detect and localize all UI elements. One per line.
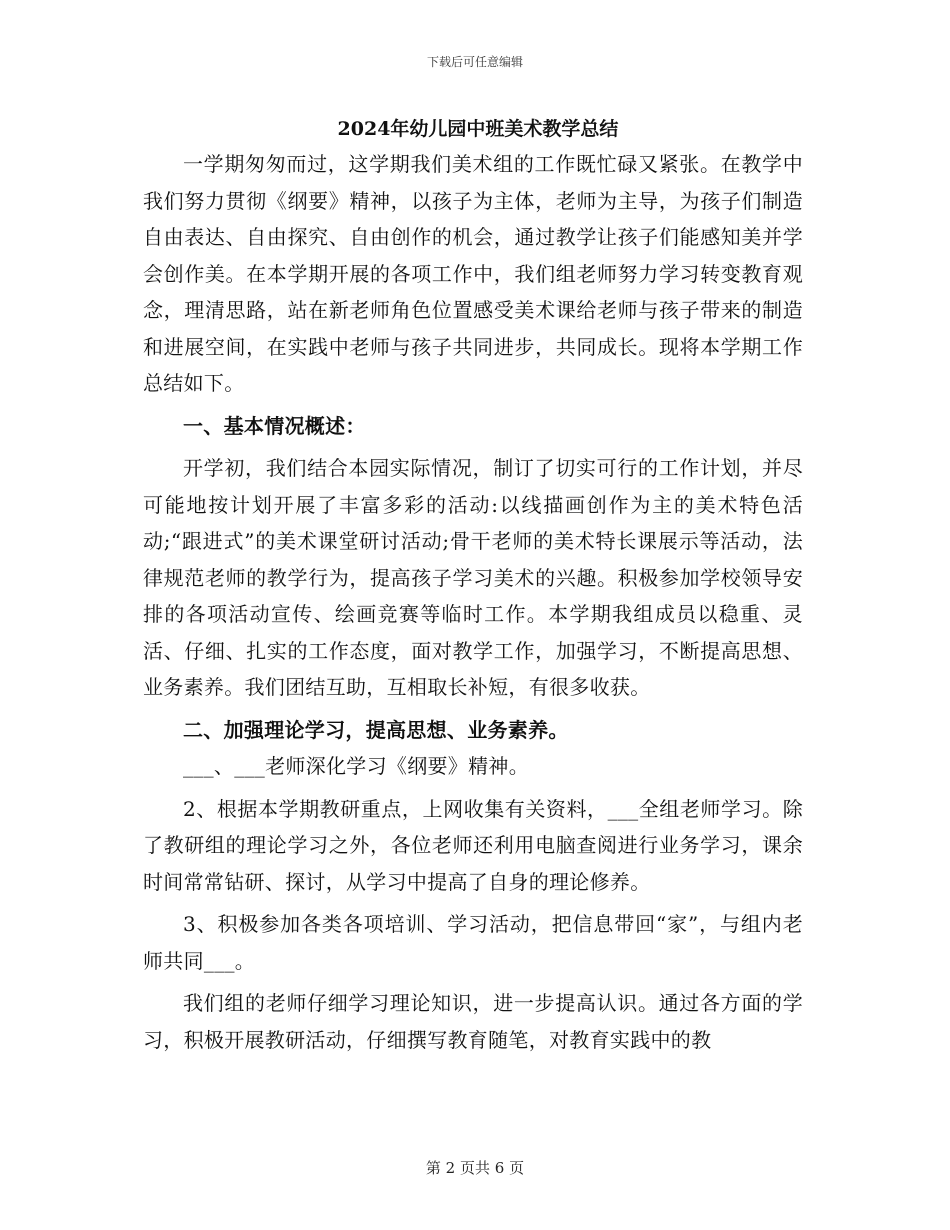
list-item-1: ___、___老师深化学习《纲要》精神。 — [183, 754, 529, 778]
page-number: 第 2 页共 6 页 — [425, 1159, 525, 1177]
document-body — [143, 112, 803, 1058]
document-title: 2024年幼儿园中班美术教学总结 — [337, 118, 619, 140]
list-item-2: 2、根据本学期教研重点，上网收集有关资料，___全组老师学习。除了教研组的理论学习之外，各位老师还利用电脑查阅进行业务学习，课余时间常常钻研、探讨，从学习中提高了自身的理论修养。 — [143, 796, 803, 894]
list-item-3: 3、积极参加各类各项培训、学习活动，把信息带回“家”，与组内老师共同___。 — [143, 912, 803, 973]
intro-paragraph: 一学期匆匆而过，这学期我们美术组的工作既忙碌又紧张。在教学中我们努力贯彻《纲要》精神，以孩子为主体，老师为主导，为孩子们制造自由表达、自由探究、自由创作的机会，通过教学让孩子们能感知美并学会创作美。在本学期开展的各项工作中，我们组老师努力学习转变教育观念，理清思路，站在新老师角色位置感受美术课给老师与孩子带来的制造和进展空间，在实践中老师与孩子共同进步，共同成长。现将本学期工作总结如下。 — [143, 152, 803, 395]
page-header-note: 下载后可任意编辑 — [426, 55, 523, 69]
section-heading-overview: 一、基本情况概述： — [183, 413, 366, 438]
closing-paragraph: 我们组的老师仔细学习理论知识，进一步提高认识。通过各方面的学习，积极开展教研活动，仔细撰写教育随笔，对教育实践中的教 — [143, 991, 803, 1052]
section-heading-theory: 二、加强理论学习，提高思想、业务素养。 — [183, 717, 569, 742]
overview-paragraph: 开学初，我们结合本园实际情况，制订了切实可行的工作计划，并尽可能地按计划开展了丰富多彩的活动:以线描画创作为主的美术特色活动;“跟进式”的美术课堂研讨活动;骨干老师的美术特长课展示等活动，法律规范老师的教学行为，提高孩子学习美术的兴趣。积极参加学校领导安排的各项活动宣传、绘画竞赛等临时工作。本学期我组成员以稳重、灵活、仔细、扎实的工作态度，面对教学工作，加强学习，不断提高思想、业务素养。我们团结互助，互相取长补短，有很多收获。 — [143, 456, 803, 699]
